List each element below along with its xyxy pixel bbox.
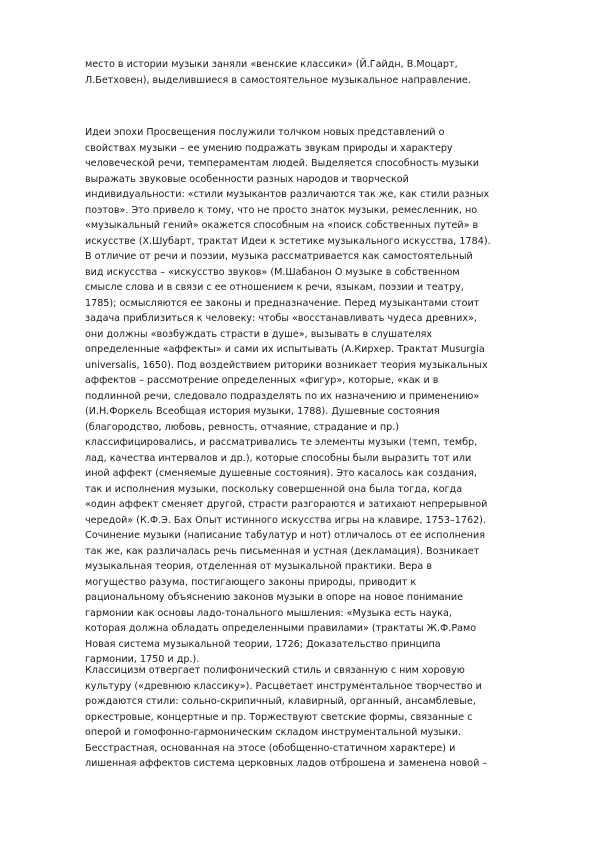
text-line: культуру («древнюю классику»). Расцветает инструментальное творчество и [85, 680, 482, 692]
text-line: музыкальная теория, отделенная от музыкальной практики. Вера в [85, 561, 432, 572]
text-line: человеческой речи, темпераментам людей. Выделяется способность музыки [85, 158, 480, 169]
text-line: «музыкальный гений» окажется способным на «поиск собственных путей» в [85, 220, 479, 231]
paragraph-classicism [85, 663, 555, 772]
text-line: так же, как различалась речь письменная и устная (декламация). Возникает [85, 545, 480, 557]
text-line: universalis, 1650). Под воздействием риторики возникает теория музыкальных [85, 359, 488, 371]
text-line: лишенная аффектов система церковных ладов отброшена и заменена новой – [85, 758, 488, 769]
text-line: определенные «аффекты» и сами их испытывать (А.Кирхер. Трактат Musurgia [85, 344, 485, 355]
text-line: Классицизм отвергает полифонический стиль и связанную с ним хоровую [85, 665, 465, 676]
text-line: иной аффект (сменяемые душевные состояния). Это касалось как создания, [85, 468, 477, 479]
text-line: свойствах музыки – ее умению подражать звукам природы и характеру [85, 142, 453, 154]
text-line: смысле слова и в связи с ее отношением к речи, языкам, поэзии и театру, [85, 282, 464, 293]
text-line: могущество разума, постигающего законы природы, приводит к [85, 576, 417, 588]
text-line: Новая система музыкальной теории, 1726; Доказательство принципа [85, 638, 441, 650]
text-line: индивидуальности: «стили музыкантов различаются так же, как стили разных [85, 189, 490, 200]
text-line: Бесстрастная, основанная на этосе (обобщенно-статичном характере) и [85, 742, 456, 754]
text-line: чередой» (К.Ф.Э. Бах Опыт истинного искусства игры на клавире, 1753–1762). [85, 514, 486, 526]
text-line: так и исполнения музыки, поскольку совершенной она была тогда, когда [85, 483, 463, 495]
text-line: 1785); осмысляются ее законы и предназначение. Перед музыкантами стоит [85, 297, 480, 309]
text-line: рациональному объяснению законов музыки в опоре на новое понимание [85, 592, 463, 603]
text-line: они должны «возбуждать страсти в душе», вызывать в слушателях [85, 328, 433, 340]
text-line: Идеи эпохи Просвещения послужили толчком новых представлений о [85, 127, 445, 138]
text-line: рождаются стили: сольно-скрипичный, клавирный, органный, ансамблевые, [85, 696, 476, 707]
text-line: оркестровые, концертные и пр. Торжествуют светские формы, связанные с [85, 711, 473, 723]
text-line: Л.Бетховен), выделившиеся в самостоятельное музыкальное направление. [85, 74, 471, 86]
text-line: задача приблизиться к человеку: чтобы «восстанавливать чудеса древних», [85, 313, 477, 324]
text-line: гармонии как основы ладо-тонального мышления: «Музыка есть наука, [85, 607, 452, 619]
text-line: место в истории музыки заняли «венские классики» (Й.Гайдн, В.Моцарт, [85, 59, 458, 70]
text-line: выражать звуковые особенности разных народов и творческой [85, 173, 409, 185]
text-line: (благородство, любовь, ревность, отчаяние, страдание и пр.) [85, 421, 399, 433]
text-line: В отличие от речи и поэзии, музыка рассматривается как самостоятельный [85, 251, 473, 262]
text-line: подлинной речи, следовало подразделять по их назначению и применению» [85, 390, 480, 402]
text-line: Сочинение музыки (написание табулатур и нот) отличалось от ее исполнения [85, 530, 486, 541]
text-line: искусстве (Х.Шубарт, трактат Идеи к эстетике музыкального искусства, 1784). [85, 235, 491, 247]
text-line: классифицировались, и рассматривались те элементы музыки (темп, тембр, [85, 437, 478, 448]
text-line: поэтов». Это привело к тому, что не просто знаток музыки, ремесленник, но [85, 204, 478, 216]
text-line: оперой и гомофонно-гармоническим складом инструментальной музыки. [85, 727, 462, 738]
text-line: аффектов – рассмотрение определенных «фигур», которые, «как и в [85, 375, 439, 386]
paragraph-enlightenment-ideas [85, 125, 555, 668]
text-line: гармонии, 1750 и др.). [85, 654, 200, 665]
text-line: которая должна обладать определенными правилами» (трактаты Ж.Ф.Рамо [85, 623, 477, 634]
paragraph-viennese-classics [85, 57, 555, 88]
text-line: «один аффект сменяет другой, страсти разгораются и затихают непрерывной [85, 499, 488, 510]
text-line: (И.Н.Форкель Всеобщая история музыки, 1788). Душевные состояния [85, 406, 440, 417]
text-line: вид искусства – «искусство звуков» (М.Шабанон О музыке в собственном [85, 266, 460, 278]
text-line: лад, качества интервалов и др.), которые способны были выразить тот или [85, 452, 472, 464]
